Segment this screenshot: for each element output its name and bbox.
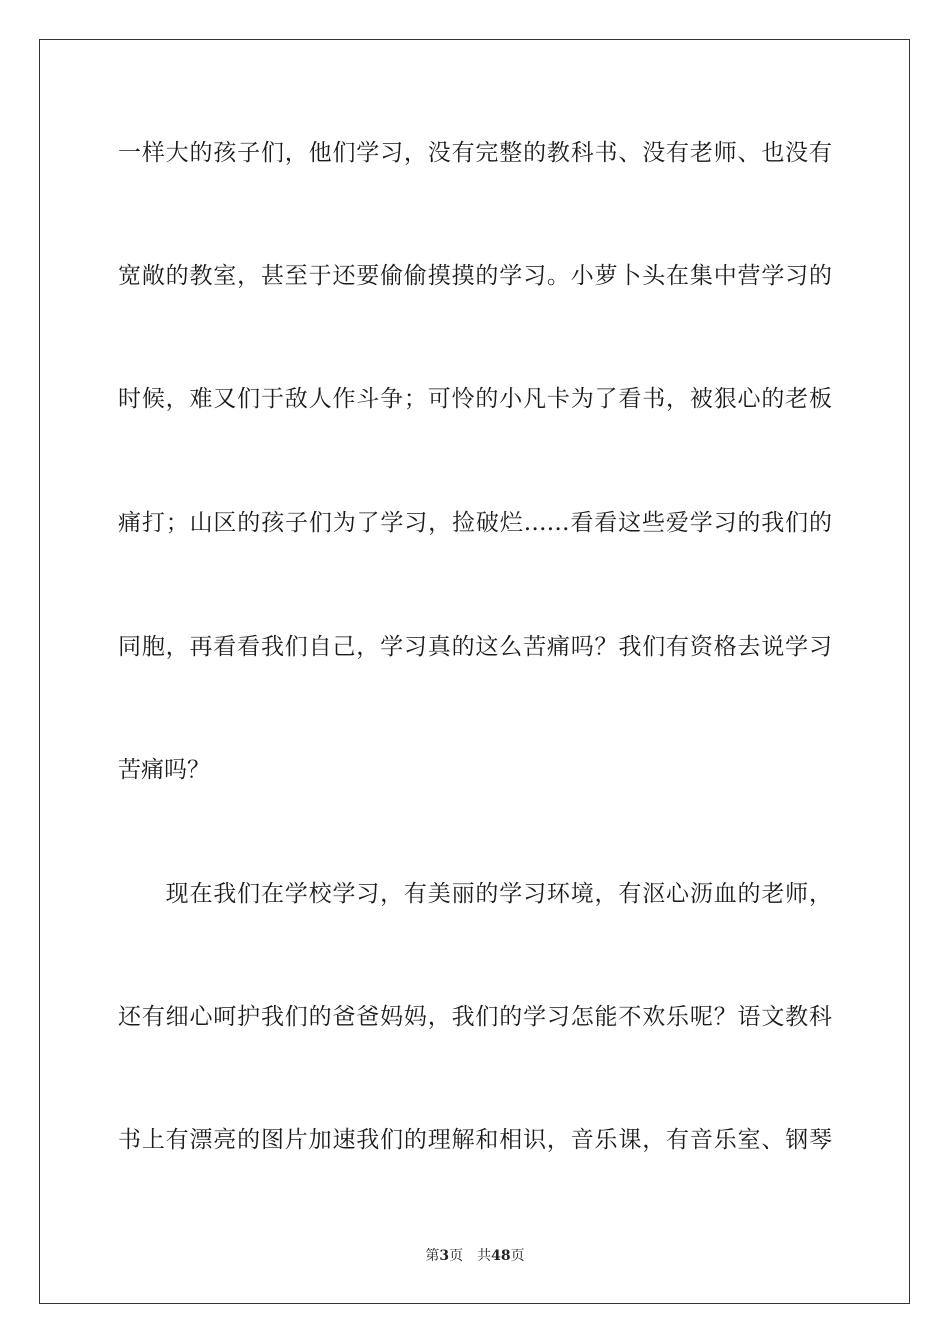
- page-prefix: 第: [425, 1248, 440, 1264]
- page-border: [39, 39, 910, 1304]
- paragraph-line-2: 宽敞的教室，甚至于还要偷偷摸摸的学习。小萝卜头在集中营学习的: [118, 263, 832, 289]
- total-prefix: 共: [477, 1248, 492, 1264]
- page-number: 3: [439, 1248, 450, 1264]
- paragraph-line-6: 苦痛吗？: [118, 757, 210, 783]
- paragraph-line-1: 一样大的孩子们，他们学习，没有完整的教科书、没有老师、也没有: [118, 140, 832, 166]
- paragraph-line-9: 书上有漂亮的图片加速我们的理解和相识，音乐课，有音乐室、钢琴: [118, 1127, 832, 1153]
- page-suffix: 页: [449, 1248, 464, 1264]
- paragraph-line-5: 同胞，再看看我们自己，学习真的这么苦痛吗？我们有资格去说学习: [118, 634, 832, 660]
- total-pages: 48: [491, 1248, 511, 1264]
- page-footer: [0, 1246, 950, 1266]
- paragraph-line-4: 痛打；山区的孩子们为了学习，捡破烂……看看这些爱学习的我们的: [118, 510, 832, 536]
- total-suffix: 页: [510, 1248, 525, 1264]
- paragraph-line-3: 时候，难又们于敌人作斗争；可怜的小凡卡为了看书，被狠心的老板: [118, 386, 832, 412]
- paragraph-line-7: 现在我们在学校学习，有美丽的学习环境，有沤心沥血的老师，: [118, 881, 832, 907]
- paragraph-line-8: 还有细心呵护我们的爸爸妈妈，我们的学习怎能不欢乐呢？语文教科: [118, 1004, 832, 1030]
